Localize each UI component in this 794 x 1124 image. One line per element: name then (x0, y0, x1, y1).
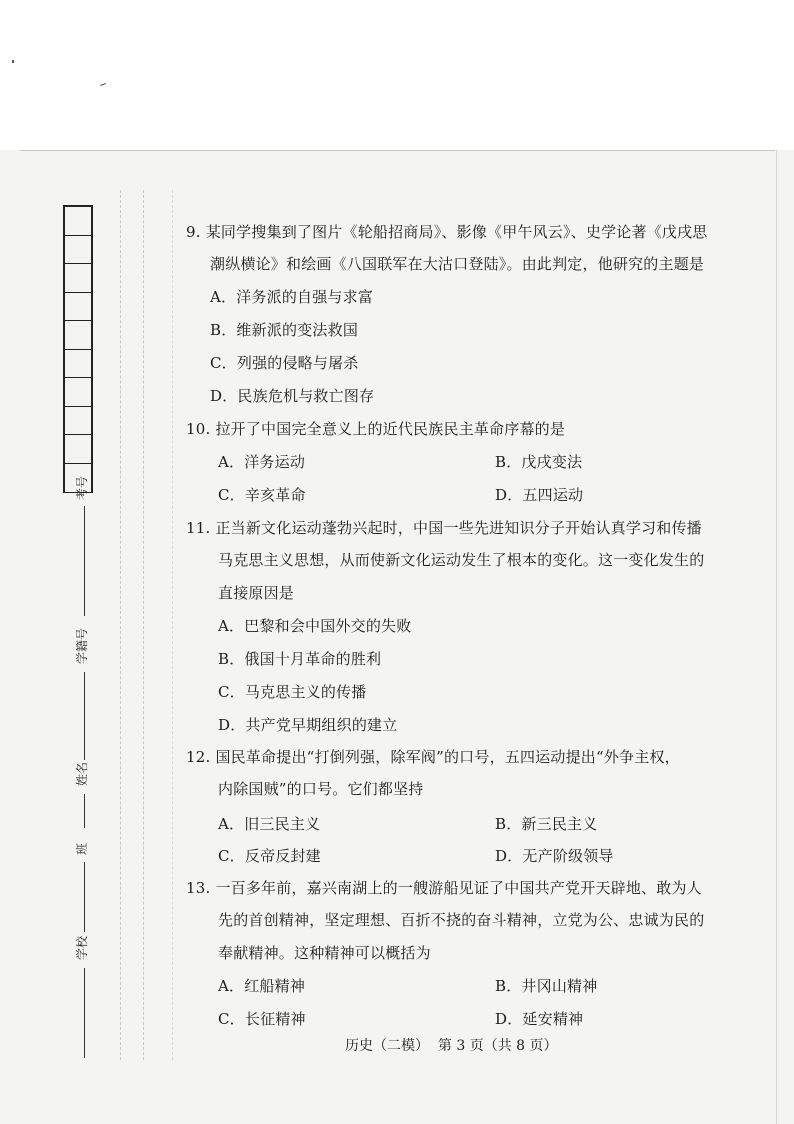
question-12-option-d: D．无产阶级领导 (495, 847, 614, 865)
school-label: 学校 (75, 935, 89, 960)
scan-edge-top (20, 150, 775, 151)
question-12-option-a: A．旧三民主义 (218, 815, 321, 833)
footer-page-number: 第 3 页（共 8 页） (437, 1038, 558, 1054)
question-11-option-d: D．共产党早期组织的建立 (218, 716, 398, 734)
student-number-label: 学籍号 (75, 627, 89, 664)
question-number: 9. (186, 223, 201, 241)
question-number: 11. (186, 519, 211, 537)
class-label: 班 (75, 842, 89, 855)
question-stem: 一百多年前，嘉兴南湖上的一艘游船见证了中国共产党开天辟地、敢为人 (215, 879, 702, 897)
question-13-line-1 (186, 878, 702, 898)
exam-number-cell (65, 350, 91, 379)
question-stem: 国民革命提出“打倒列强，除军阀”的口号，五四运动提出“外争主权， (215, 748, 680, 766)
question-12-option-c: C．反帝反封建 (218, 847, 321, 865)
exam-number-cell (65, 435, 91, 464)
exam-number-cell (65, 293, 91, 322)
exam-number-label: 考号 (75, 475, 89, 500)
exam-number-cell (65, 378, 91, 407)
question-13-option-c: C．长征精神 (218, 1010, 306, 1028)
scan-edge-right (776, 150, 777, 1124)
exam-number-cell (65, 207, 91, 236)
question-stem: 某同学搜集到了图片《轮船招商局》、影像《甲午风云》、史学论著《戊戌思 (205, 223, 708, 241)
question-10-line-1 (186, 419, 565, 439)
question-9-option-a: A．洋务派的自强与求富 (210, 288, 374, 306)
question-9-option-b: B．维新派的变法救国 (210, 321, 359, 339)
question-number: 13. (186, 879, 211, 897)
question-13-line-2: 先的首创精神，坚定理想、百折不挠的奋斗精神，立党为公、忠诚为民的 (218, 911, 705, 929)
exam-number-grid (63, 205, 93, 493)
question-13-option-d: D．延安精神 (495, 1010, 584, 1028)
question-10-option-b: B．戊戌变法 (495, 453, 583, 471)
question-12-line-2: 内除国贼”的口号。它们都坚持 (218, 780, 424, 798)
question-stem: 拉开了中国完全意义上的近代民族民主革命序幕的是 (215, 420, 566, 438)
question-11-option-c: C．马克思主义的传播 (218, 683, 367, 701)
question-11-option-b: B．俄国十月革命的胜利 (218, 650, 382, 668)
school-line-lower (84, 968, 85, 1058)
class-line (84, 794, 85, 828)
binding-strip-inner (172, 190, 195, 1060)
question-number: 10. (186, 420, 211, 438)
question-10-option-c: C．辛亥革命 (218, 486, 306, 504)
question-10-option-d: D．五四运动 (495, 486, 584, 504)
question-13-option-a: A．红船精神 (218, 977, 306, 995)
question-9-line-1 (186, 222, 708, 242)
question-10-option-a: A．洋务运动 (218, 453, 306, 471)
question-12-option-b: B．新三民主义 (495, 815, 598, 833)
question-9-option-d: D．民族危机与救亡图存 (210, 387, 375, 405)
scan-speck (12, 60, 14, 63)
question-11-line-3: 直接原因是 (218, 584, 295, 602)
question-stem: 正当新文化运动蓬勃兴起时，中国一些先进知识分子开始认真学习和传播 (215, 519, 702, 537)
question-11-option-a: A．巴黎和会中国外交的失败 (218, 617, 412, 635)
question-11-line-2: 马克思主义思想，从而使新文化运动发生了根本的变化。这一变化发生的 (218, 551, 705, 569)
exam-number-cell (65, 407, 91, 436)
exam-number-cell (65, 236, 91, 265)
question-13-line-3: 奉献精神。这种精神可以概括为 (218, 944, 431, 962)
school-line (84, 862, 85, 932)
binding-strip (120, 190, 144, 1060)
question-number: 12. (186, 748, 211, 766)
question-11-line-1 (186, 518, 702, 538)
scan-speck (100, 83, 106, 86)
name-line (84, 672, 85, 760)
student-number-line (84, 506, 85, 616)
question-13-option-b: B．井冈山精神 (495, 977, 598, 995)
question-9-option-c: C．列强的侵略与屠杀 (210, 354, 359, 372)
question-12-line-1 (186, 747, 680, 767)
page-footer (345, 1035, 558, 1055)
name-label: 姓名 (75, 761, 89, 786)
question-9-line-2: 潮纵横论》和绘画《八国联军在大沽口登陆》。由此判定，他研究的主题是 (210, 255, 705, 273)
exam-number-cell (65, 264, 91, 293)
exam-number-cell (65, 321, 91, 350)
footer-subject: 历史（二模） (345, 1038, 429, 1054)
